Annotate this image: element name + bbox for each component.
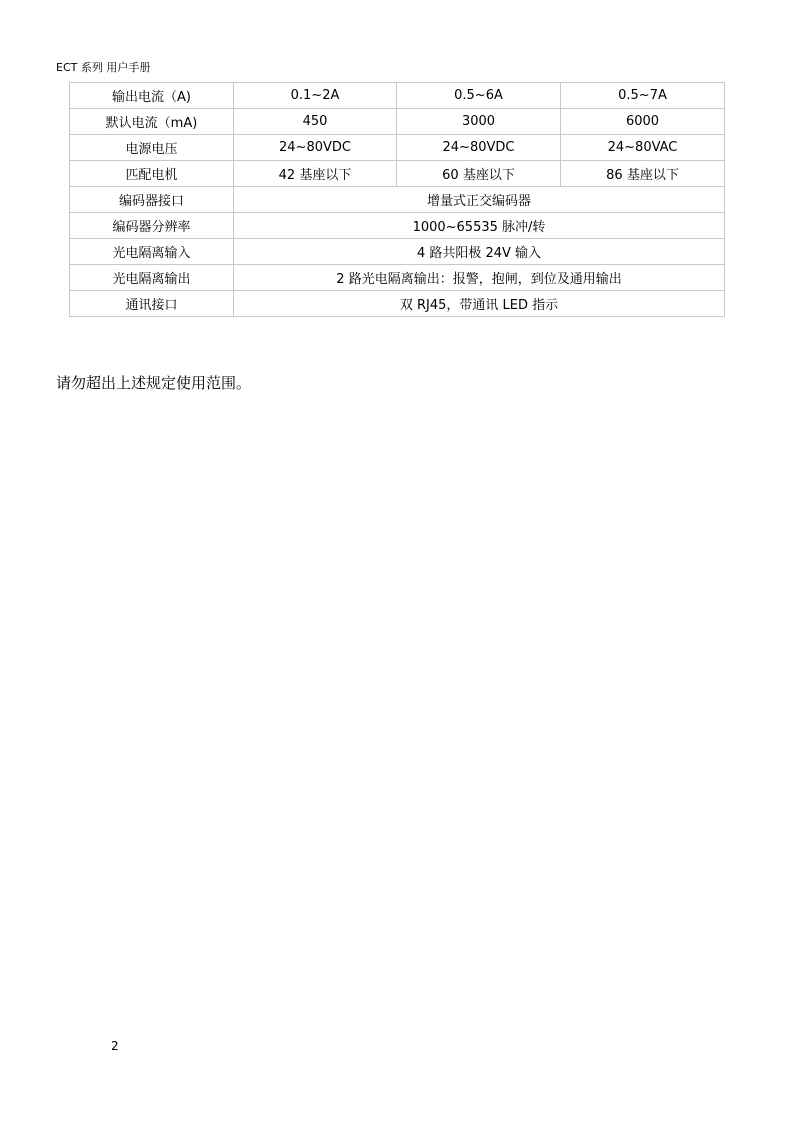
table-cell: 双 RJ45，带通讯 LED 指示 xyxy=(234,291,725,317)
table-cell: 450 xyxy=(234,109,397,135)
row-label: 电源电压 xyxy=(70,135,234,161)
table-row-matching-motor xyxy=(70,161,725,187)
table-cell: 24~80VAC xyxy=(561,135,725,161)
table-cell: 2 路光电隔离输出：报警，抱闸，到位及通用输出 xyxy=(234,265,725,291)
table-row-encoder-resolution xyxy=(70,213,725,239)
spec-table xyxy=(69,82,725,317)
table-cell: 3000 xyxy=(397,109,561,135)
table-row-isolated-input xyxy=(70,239,725,265)
table-row-output-current xyxy=(70,83,725,109)
row-label: 光电隔离输入 xyxy=(70,239,234,265)
table-row-communication-interface xyxy=(70,291,725,317)
row-label: 默认电流（mA) xyxy=(70,109,234,135)
table-row-isolated-output xyxy=(70,265,725,291)
row-label: 通讯接口 xyxy=(70,291,234,317)
table-cell: 86 基座以下 xyxy=(561,161,725,187)
row-label: 输出电流（A) xyxy=(70,83,234,109)
table-cell: 24~80VDC xyxy=(397,135,561,161)
table-cell: 0.5~7A xyxy=(561,83,725,109)
usage-note: 请勿超出上述规定使用范围。 xyxy=(56,374,252,392)
table-cell: 6000 xyxy=(561,109,725,135)
row-label: 光电隔离输出 xyxy=(70,265,234,291)
table-cell: 42 基座以下 xyxy=(234,161,397,187)
table-cell: 60 基座以下 xyxy=(397,161,561,187)
row-label: 编码器接口 xyxy=(70,187,234,213)
row-label: 编码器分辨率 xyxy=(70,213,234,239)
table-row-encoder-interface xyxy=(70,187,725,213)
table-row-default-current xyxy=(70,109,725,135)
table-cell: 增量式正交编码器 xyxy=(234,187,725,213)
row-label: 匹配电机 xyxy=(70,161,234,187)
running-header: ECT 系列 用户手册 xyxy=(56,61,151,74)
table-cell: 1000~65535 脉冲/转 xyxy=(234,213,725,239)
table-cell: 0.5~6A xyxy=(397,83,561,109)
table-cell: 4 路共阳极 24V 输入 xyxy=(234,239,725,265)
table-cell: 24~80VDC xyxy=(234,135,397,161)
page-number: 2 xyxy=(111,1039,119,1053)
table-row-supply-voltage xyxy=(70,135,725,161)
table-cell: 0.1~2A xyxy=(234,83,397,109)
